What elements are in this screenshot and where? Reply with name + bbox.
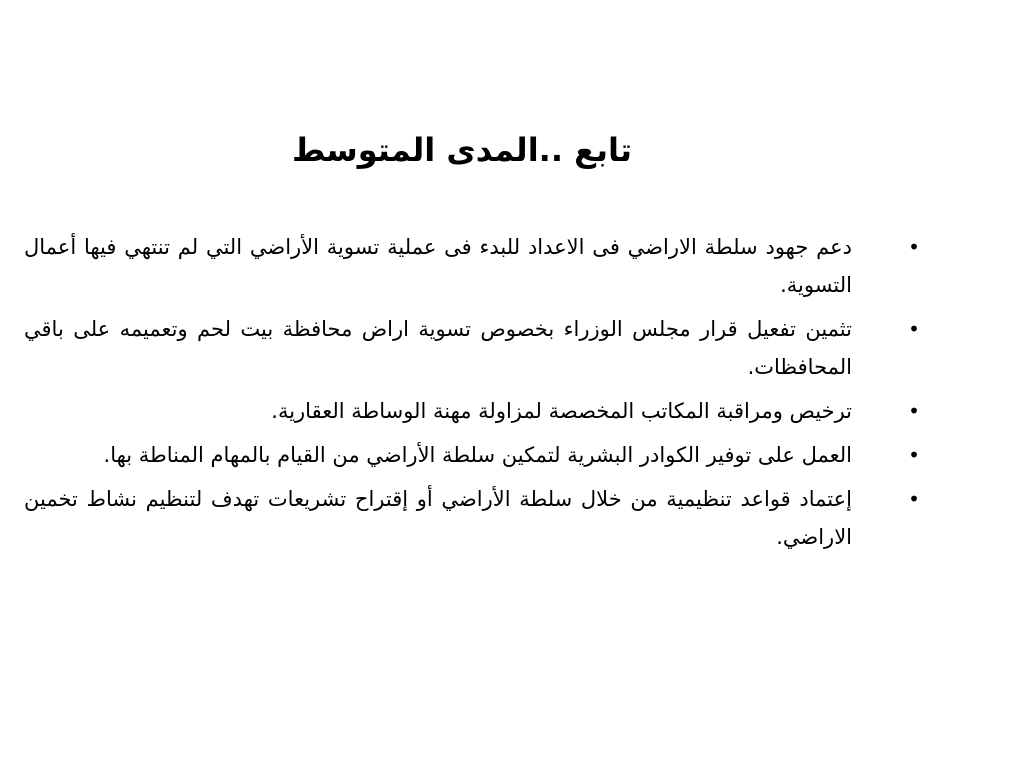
bullet-text: العمل على توفير الكوادر البشرية لتمكين سلطة الأراضي من القيام بالمهام المناطة بها. (103, 443, 852, 467)
slide-title: تابع ..المدى المتوسط (291, 131, 633, 169)
bullet-text: تثمين تفعيل قرار مجلس الوزراء بخصوص تسوية اراض محافظة بيت لحم وتعميمه على باقي المحافظات. (24, 317, 852, 379)
bullet-list (24, 228, 924, 562)
list-item (24, 480, 924, 556)
bullet-text: إعتماد قواعد تنظيمية من خلال سلطة الأراضي أو إقتراح تشريعات تهدف لتنظيم نشاط تخمين الاراضي. (24, 487, 852, 549)
bullet-text: ترخيص ومراقبة المكاتب المخصصة لمزاولة مهنة الوساطة العقارية. (271, 399, 852, 423)
list-item (24, 228, 924, 304)
bullet-icon: • (908, 399, 920, 423)
bullet-text: دعم جهود سلطة الاراضي فى الاعداد للبدء فى عملية تسوية الأراضي التي لم تنتهي فيها أعمال التسوية. (24, 235, 852, 297)
list-item (24, 392, 924, 430)
bullet-icon: • (908, 443, 920, 467)
list-item (24, 310, 924, 386)
list-item (24, 436, 924, 474)
bullet-icon: • (908, 317, 920, 341)
bullet-icon: • (908, 235, 920, 259)
bullet-icon: • (908, 487, 920, 511)
